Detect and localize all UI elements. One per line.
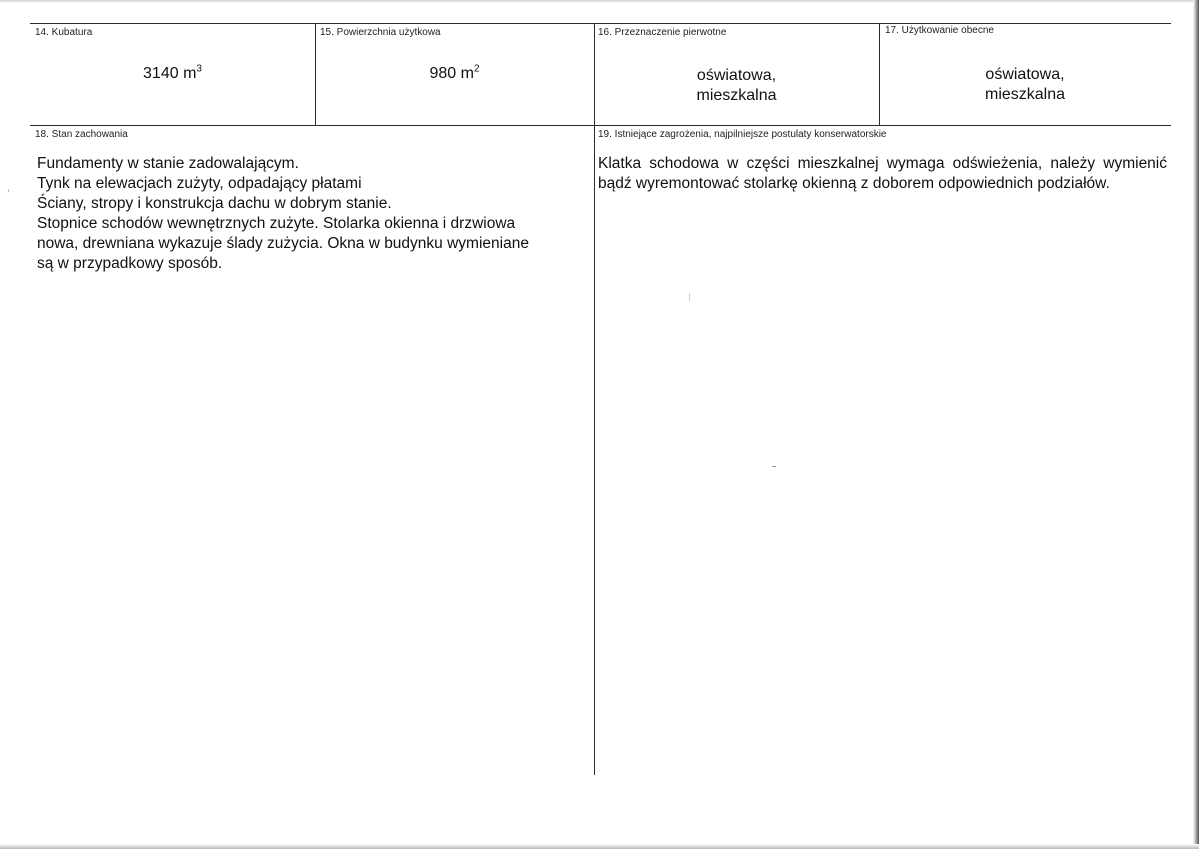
powierzchnia-number: 980 m (429, 65, 474, 82)
kubatura-exponent: 3 (196, 63, 202, 75)
table-top-border (30, 23, 1171, 24)
stan-line-6: są w przypadkowy sposób. (37, 255, 223, 272)
uzytkowanie-label: 17. Użytkowanie obecne (885, 25, 994, 36)
uzytkowanie-line-2: mieszkalna (984, 86, 1066, 103)
zagrozenia-label: 19. Istniejące zagrożenia, najpilniejsze postulaty konserwatorskie (598, 129, 887, 140)
column-divider-center (594, 23, 595, 775)
stan-line-5: nowa, drewniana wykazuje ślady zużycia. Okna w budynku wymieniane (37, 235, 529, 252)
scan-speck (8, 189, 9, 192)
kubatura-label: 14. Kubatura (35, 27, 93, 38)
powierzchnia-value (315, 64, 594, 84)
stan-text (37, 154, 587, 274)
scan-bottom-edge (0, 844, 1199, 849)
stan-label: 18. Stan zachowania (35, 129, 128, 140)
stan-line-3: Ściany, stropy i konstrukcja dachu w dobrym stanie. (37, 195, 392, 212)
zagrozenia-text: Klatka schodowa w części mieszkalnej wymaga odświeżenia, należy wymienić bądź wyremontować stolarkę okienną z doborem odpowiednich podziałów. (598, 155, 1167, 192)
kubatura-value (30, 64, 315, 84)
przeznaczenie-line-1: oświatowa, (696, 67, 777, 84)
przeznaczenie-label: 16. Przeznaczenie pierwotne (598, 27, 727, 38)
uzytkowanie-line-1: oświatowa, (985, 66, 1065, 83)
scan-speck (689, 293, 690, 301)
stan-line-2: Tynk na elewacjach zużyty, odpadający płatami (37, 175, 362, 192)
powierzchnia-exponent: 2 (473, 63, 480, 75)
scan-right-edge (1193, 0, 1199, 849)
przeznaczenie-line-2: mieszkalna (696, 87, 777, 104)
row-divider (30, 125, 1171, 126)
uzytkowanie-value (879, 65, 1171, 105)
scan-speck (772, 466, 776, 467)
stan-line-4: Stopnice schodów wewnętrznych zużyte. Stolarka okienna i drzwiowa (37, 215, 516, 232)
scan-top-edge (0, 0, 1199, 3)
przeznaczenie-value (594, 66, 879, 106)
powierzchnia-label: 15. Powierzchnia użytkowa (320, 27, 441, 38)
kubatura-number: 3140 m (143, 65, 197, 82)
stan-line-1: Fundamenty w stanie zadowalającym. (37, 155, 299, 172)
